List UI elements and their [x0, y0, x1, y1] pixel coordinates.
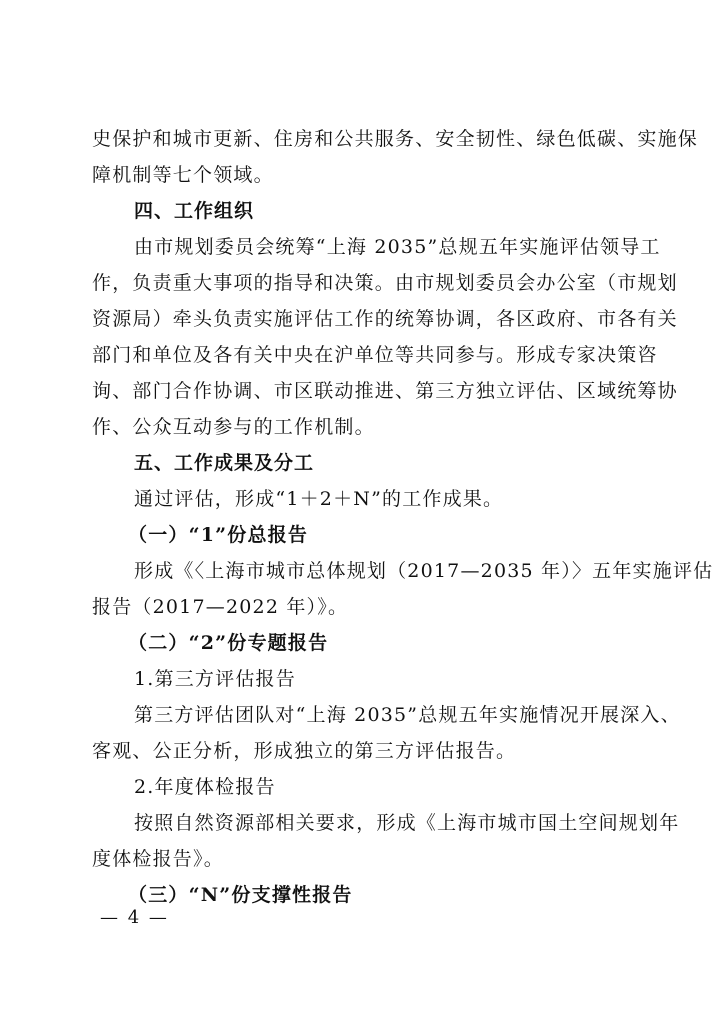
paragraph-line: 询、部门合作协调、市区联动推进、第三方独立评估、区域统筹协: [92, 380, 678, 402]
section-heading-organization: 四、工作组织: [134, 200, 255, 222]
paragraph-line: 作、公众互动参与的工作机制。: [92, 416, 375, 438]
paragraph-line: 报告（2017—2022 年）》。: [92, 596, 349, 618]
paragraph-line: 客观、公正分析，形成独立的第三方评估报告。: [92, 740, 517, 762]
subsection-heading-3: （三）“N”份支撑性报告: [128, 884, 353, 906]
page-number: — 4 —: [100, 907, 169, 928]
paragraph-line: 部门和单位及各有关中央在沪单位等共同参与。形成专家决策咨: [92, 344, 658, 366]
paragraph-line: 通过评估，形成“1＋2＋N”的工作成果。: [134, 488, 504, 510]
paragraph-line: 第三方评估团队对“上海 2035”总规五年实施情况开展深入、: [134, 704, 681, 726]
paragraph-line: 史保护和城市更新、住房和公共服务、安全韧性、绿色低碳、实施保: [92, 128, 699, 150]
paragraph-line: 由市规划委员会统筹“上海 2035”总规五年实施评估领导工: [134, 236, 661, 258]
paragraph-line: 作，负责重大事项的指导和决策。由市规划委员会办公室（市规划: [92, 272, 678, 294]
paragraph-line: 形成《〈上海市城市总体规划（2017—2035 年）〉五年实施评估: [134, 560, 714, 582]
paragraph-line: 障机制等七个领域。: [92, 164, 274, 186]
subsection-heading-1: （一）“1”份总报告: [128, 524, 309, 546]
item-heading-third-party: 1.第三方评估报告: [134, 668, 296, 690]
subsection-heading-2: （二）“2”份专题报告: [128, 632, 329, 654]
paragraph-line: 按照自然资源部相关要求，形成《上海市城市国土空间规划年: [134, 812, 680, 834]
paragraph-line: 资源局）牵头负责实施评估工作的统筹协调，各区政府、市各有关: [92, 308, 678, 330]
item-heading-annual-check: 2.年度体检报告: [134, 776, 276, 798]
paragraph-line: 度体检报告》。: [92, 848, 224, 870]
section-heading-results: 五、工作成果及分工: [134, 452, 315, 474]
